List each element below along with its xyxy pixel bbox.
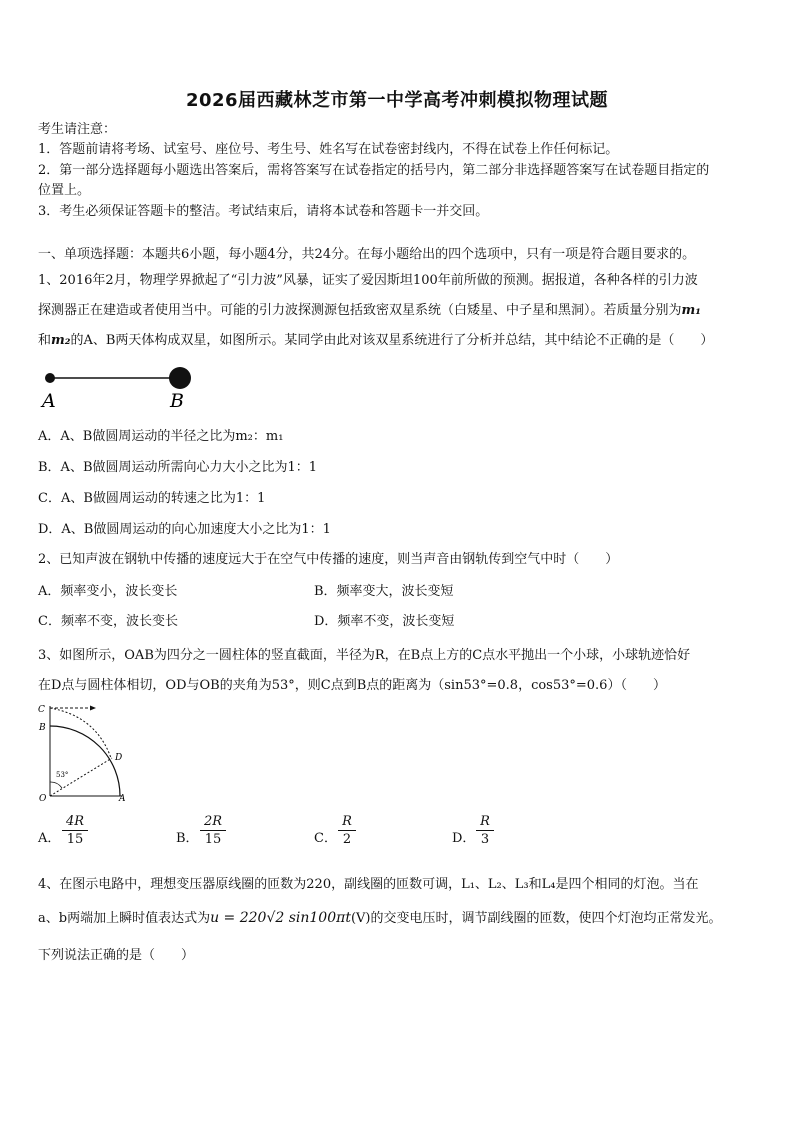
q3-option-a-letter: A． (38, 831, 61, 846)
q3-label-d: D (115, 753, 123, 763)
q1-option-b: B．A、B做圆周运动所需向心力大小之比为1：1 (38, 460, 318, 475)
page-title: 2026届西藏林芝市第一中学高考冲刺模拟物理试题 (185, 90, 609, 111)
q2-stem: 2、已知声波在钢轨中传播的速度远大于在空气中传播的速度，则当声音由钢轨传到空气中时（ ） (38, 552, 619, 567)
q3-label-c: C (38, 705, 45, 715)
notice-item-2-cont: 位置上。 (38, 183, 91, 198)
q1-line-2 (38, 302, 760, 319)
q3-quarter-arc (50, 726, 123, 796)
q3-option-b-num: 2R (203, 814, 223, 829)
notice-item-2: 2．第一部分选择题每小题选出答案后，需将答案写在试卷指定的括号内，第二部分非选择题答案写在试卷题目指定的 (38, 163, 710, 178)
q1-line-3-text: 的A、B两天体构成双星，如图所示。某同学由此对该双星系统进行了分析并总结，其中结论不正确的是（ ） (70, 333, 714, 348)
notice-heading: 考生请注意： (38, 122, 117, 137)
q1-label-a: A (42, 390, 56, 412)
notice-item-1: 1．答题前请将考场、试室号、座位号、考生号、姓名写在试卷密封线内，不得在试卷上作任何标记。 (38, 142, 619, 157)
q1-m1: m₁ (681, 303, 701, 318)
q2-option-d: D．频率不变，波长变短 (314, 614, 455, 629)
q3-option-c-letter: C． (314, 831, 337, 846)
q1-star-a (45, 373, 55, 383)
q1-line-2-text: 探测器正在建造或者使用当中。可能的引力波探测源包括致密双星系统（白矮星、中子星和黑洞）。若质量分别为 (38, 303, 682, 318)
q3-angle-label: 53° (56, 771, 69, 779)
q3-figure (36, 700, 136, 806)
q1-figure (36, 362, 206, 414)
notice-item-3: 3．考生必须保证答题卡的整洁。考试结束后，请将本试卷和答题卡一并交回。 (38, 204, 489, 219)
q3-arrow-head (90, 706, 96, 711)
q3-option-d-den: 3 (480, 832, 490, 847)
q1-star-b (169, 367, 191, 389)
q4-line-1: 4、在图示电路中，理想变压器原线圈的匝数为220，副线圈的匝数可调，L₁、L₂、L₃和L₄是四个相同的灯泡。当在 (38, 877, 699, 892)
q3-option-d-letter: D． (452, 831, 476, 846)
fraction-bar (62, 830, 88, 831)
q3-option-b-letter: B． (176, 831, 199, 846)
q4-line-3: 下列说法正确的是（ ） (38, 948, 195, 963)
q1-line-3 (38, 332, 760, 349)
q4-line-2-post: (V)的交变电压时，调节副线圈的匝数，使四个灯泡均正常发光。 (350, 911, 722, 926)
fraction-bar (338, 830, 356, 831)
fraction-bar (476, 830, 494, 831)
q1-line-3-and: 和 (38, 333, 52, 348)
q1-label-b: B (170, 390, 184, 412)
q1-option-c: C．A、B做圆周运动的转速之比为1：1 (38, 491, 266, 506)
q3-line-1: 3、如图所示，OAB为四分之一圆柱体的竖直截面，半径为R，在B点上方的C点水平抛出一个小球，小球轨迹恰好 (38, 648, 691, 663)
q4-line-2 (38, 910, 760, 927)
q1-option-a: A．A、B做圆周运动的半径之比为m₂：m₁ (38, 429, 284, 444)
q3-option-c-fraction (338, 814, 356, 847)
q3-option-d-num: R (480, 814, 490, 829)
q3-line-2: 在D点与圆柱体相切，OD与OB的夹角为53°，则C点到B点的距离为（sin53°=0.8，cos53°=0.6）（ ） (38, 678, 666, 693)
q3-label-a: A (119, 794, 126, 804)
q1-line-1: 1、2016年2月，物理学界掀起了“引力波”风暴，证实了爱因斯坦100年前所做的预测。据报道，各种各样的引力波 (38, 273, 698, 288)
q3-option-c-num: R (342, 814, 352, 829)
q3-option-d-fraction (476, 814, 494, 847)
q3-option-a-fraction (62, 814, 88, 847)
q4-formula: u = 220√2 sin100πt (210, 910, 351, 926)
q3-option-a-num: 4R (65, 814, 85, 829)
section-heading: 一、单项选择题：本题共6小题，每小题4分，共24分。在每小题给出的四个选项中，只有一项是符合题目要求的。 (38, 247, 696, 262)
q2-option-b: B．频率变大，波长变短 (314, 584, 454, 599)
q3-option-c-den: 2 (342, 832, 352, 847)
q2-option-a: A．频率变小，波长变长 (38, 584, 178, 599)
q2-option-c: C．频率不变，波长变长 (38, 614, 178, 629)
q3-option-b-fraction (200, 814, 226, 847)
q1-m2: m₂ (51, 333, 71, 348)
fraction-bar (200, 830, 226, 831)
q4-line-2-pre: a、b两端加上瞬时值表达式为 (38, 911, 211, 926)
q3-angle-arc (50, 782, 62, 788)
q3-option-a-den: 15 (66, 832, 84, 847)
q1-option-d: D．A、B做圆周运动的向心加速度大小之比为1：1 (38, 522, 331, 537)
q3-label-o: O (39, 794, 47, 804)
q3-label-b: B (39, 723, 46, 733)
q3-option-b-den: 15 (204, 832, 222, 847)
